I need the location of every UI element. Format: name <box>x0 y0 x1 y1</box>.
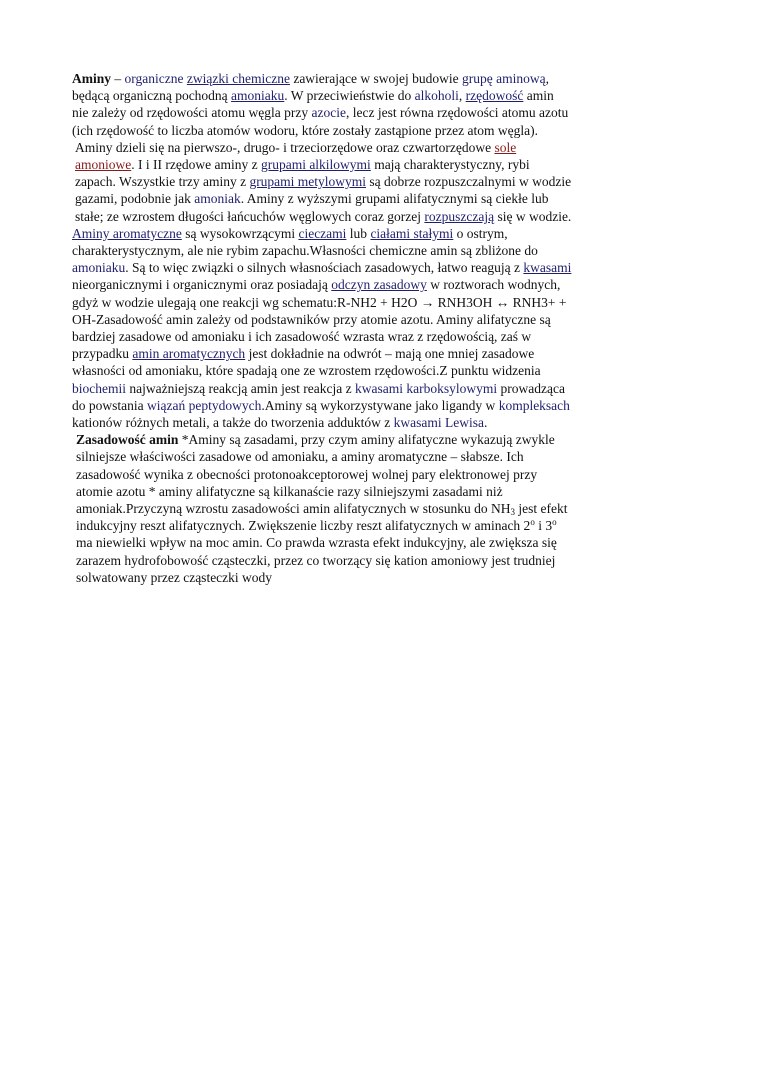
wiki-link[interactable]: grupę aminową <box>462 71 546 86</box>
wiki-link[interactable]: kwasami karboksylowymi <box>355 380 498 396</box>
text-run: o ostrym, charakterystycznym, ale nie rybim zapachu.Własności chemiczne amin są zbliżone do <box>72 225 538 259</box>
text-run: 3 <box>510 507 516 518</box>
wiki-link[interactable]: związki chemiczne <box>186 71 290 86</box>
text-run: są dobrze rozpuszczalnymi w wodzie gazami, podobnie jak <box>75 174 572 207</box>
wiki-link[interactable]: kompleksach <box>498 397 570 413</box>
wiki-link[interactable]: odczyn zasadowy <box>331 277 427 293</box>
text-run: , lecz jest równa rzędowości atomu azotu (ich rzędowość to liczba atomów wodoru, które zostały zastąpione przez atom węgla). <box>72 105 569 138</box>
wiki-link[interactable]: sole amoniowe <box>75 139 517 173</box>
wiki-link[interactable]: amin aromatycznych <box>132 346 246 362</box>
wiki-link[interactable]: kwasami Lewisa <box>393 415 484 431</box>
text-run: kationów różnych metali, a także do tworzenia adduktów z <box>72 415 394 431</box>
wiki-link[interactable]: Aminy aromatyczne <box>72 225 182 241</box>
text-run: lub <box>346 225 371 241</box>
text-run: najważniejszą reakcją amin jest reakcja z <box>126 380 355 396</box>
bold-term: Aminy <box>72 71 112 86</box>
wiki-link[interactable]: amoniak <box>194 191 241 207</box>
text-run: Aminy dzieli się na pierwszo-, drugo- i trzeciorzędowe oraz czwartorzędowe <box>75 139 495 155</box>
document-page <box>72 70 572 586</box>
paragraph-aromatic-amines <box>72 225 572 431</box>
text-run: ma niewielki wpływ na moc amin. Co prawda wzrasta efekt indukcyjny, ale zwiększa się zarazem hydrofobowość cząsteczki, przez co tworzący się kation amoniowy jest trudniej solwatowany przez cząsteczki wody <box>76 535 557 585</box>
wiki-link[interactable]: wiązań peptydowych <box>147 397 262 413</box>
text-run: amin nie zależy od rzędowości atomu węgla przy <box>72 88 554 121</box>
wiki-link[interactable]: grupami alkilowymi <box>260 157 371 173</box>
paragraph-intro <box>72 70 572 139</box>
wiki-link[interactable]: cieczami <box>298 225 347 241</box>
text-run: są wysokowrzącymi <box>181 225 299 241</box>
wiki-link[interactable]: grupami metylowymi <box>249 174 367 190</box>
text-run: , <box>458 88 466 104</box>
text-run: . I i II rzędowe aminy z <box>131 157 261 173</box>
paragraph-basicity <box>72 431 572 586</box>
text-run: .Aminy są wykorzystywane jako ligandy w <box>261 397 499 413</box>
wiki-link[interactable]: azocie <box>311 105 346 121</box>
wiki-link[interactable]: biochemii <box>72 380 126 396</box>
text-run: , będącą organiczną pochodną <box>72 71 549 104</box>
text-run: mają charakterystyczny, rybi zapach. Wszystkie trzy aminy z <box>75 157 530 190</box>
wiki-link[interactable]: organiczne <box>124 71 184 86</box>
text-run: . W przeciwieństwie do <box>284 88 415 104</box>
text-run: *Aminy są zasadami, przy czym aminy alifatyczne wykazują zwykle silniejsze właściwości zasadowe od amoniaku, a aminy aromatyczne – słabsze. Ich zasadowość wynika z obecności protonoakceptorowej wolnej pary elektronowej przy atomie azotu * aminy alifatyczne są kilkanaście razy silniejszymi zasadami niż amoniak.Przyczyną wzrostu zasadowości amin alifatycznych w stosunku do NH <box>76 432 555 517</box>
wiki-link[interactable]: amoniaku <box>72 260 126 276</box>
wiki-link[interactable]: rozpuszczają <box>424 208 495 224</box>
text-run: o <box>552 517 557 528</box>
wiki-link[interactable]: kwasami <box>523 260 572 276</box>
text-run: prowadząca do powstania <box>72 380 565 413</box>
wiki-link[interactable]: amoniaku <box>231 88 285 104</box>
text-run: . Są to więc związki o silnych własnościach zasadowych, łatwo reagują z <box>125 260 524 276</box>
text-run: – <box>111 71 125 86</box>
wiki-link[interactable]: alkoholi <box>414 88 459 104</box>
bold-term: Zasadowość amin <box>76 432 179 448</box>
wiki-link[interactable]: ciałami stałymi <box>370 225 454 241</box>
text-run: . Aminy z wyższymi grupami alifatycznymi są ciekłe lub stałe; ze wzrostem długości łańcuchów węglowych coraz gorzej <box>75 191 549 224</box>
text-run: . <box>484 415 488 431</box>
wiki-link[interactable]: rzędowość <box>465 88 524 104</box>
paragraph-classification <box>72 139 572 225</box>
text-run: jest efekt indukcyjny reszt alifatycznych. Zwiększenie liczby reszt alifatycznych w aminach 2 <box>76 501 568 534</box>
text-run: o <box>530 517 535 528</box>
text-run: nieorganicznymi i organicznymi oraz posiadają <box>72 277 332 293</box>
text-run: zawierające w swojej budowie <box>289 71 463 86</box>
text-run: jest dokładnie na odwrót – mają one mniej zasadowe własności od amoniaku, które spadają one ze wzrostem rzędowości.Z punktu widzenia <box>72 346 541 379</box>
text-run: w roztworach wodnych, gdyż w wodzie ulegają one reakcji wg schematu:R-NH2 + H2O → RNH3OH ↔ RNH3+ + OH-Zasadowość amin zależy od podstawników przy atomie azotu. Aminy alifatyczne są bardziej zasadowe od amoniaku i ich zasadowość wzrasta wraz z rzędowością, zaś w przypadku <box>72 277 567 362</box>
text-run: się w wodzie. <box>494 208 572 224</box>
text-run: i 3 <box>534 518 553 534</box>
